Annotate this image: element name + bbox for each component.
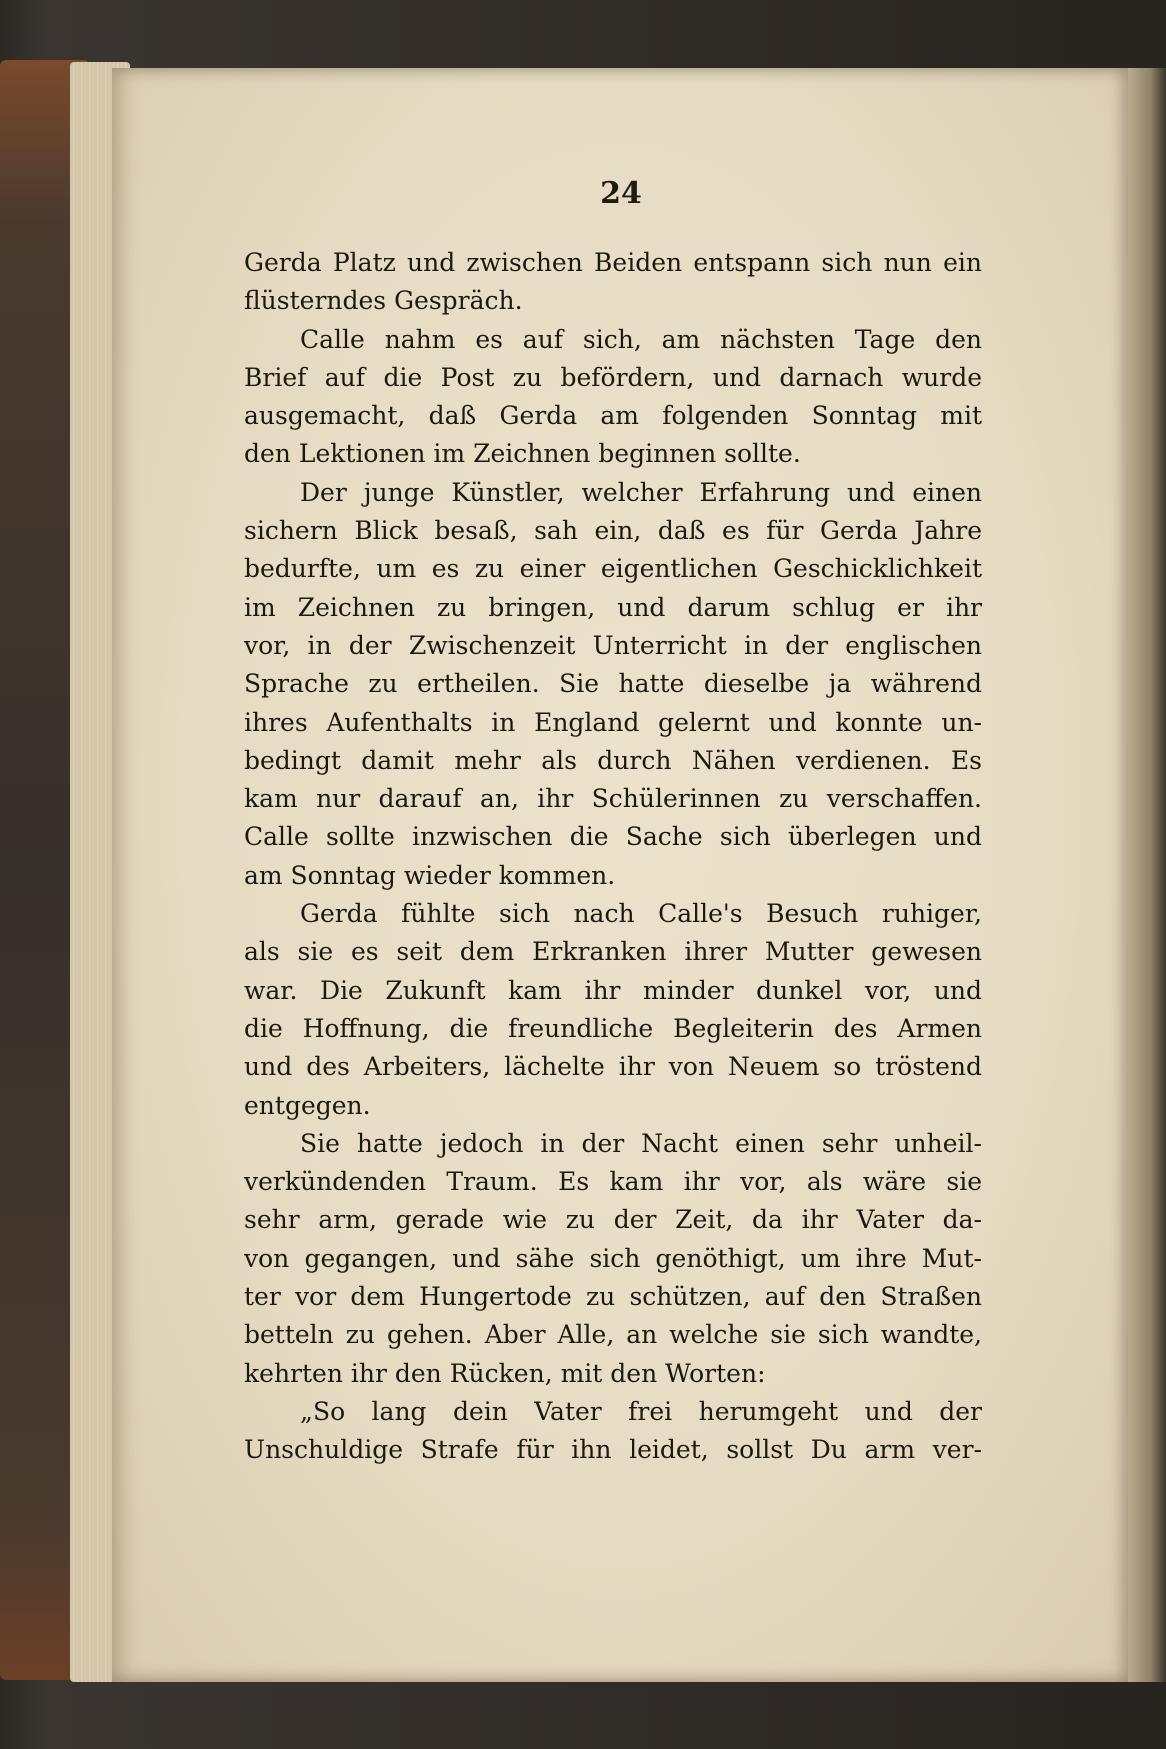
text-line: Der junge Künstler, welcher Erfahrung und einen	[300, 477, 982, 507]
text-line: „So lang dein Vater frei herumgeht und der	[300, 1396, 982, 1426]
text-line: ausgemacht, daß Gerda am folgenden Sonntag mit	[244, 401, 982, 431]
text-line: Calle sollte inzwischen die Sache sich überlegen und	[244, 822, 982, 852]
text-line: Sprache zu ertheilen. Sie hatte dieselbe ja während	[244, 669, 982, 699]
text-line: am Sonntag wieder kommen.	[244, 860, 616, 890]
book-page	[112, 68, 1130, 1682]
text-line: Calle nahm es auf sich, am nächsten Tage den	[300, 324, 982, 354]
text-line: Gerda Platz und zwischen Beiden entspann sich nun ein	[244, 248, 982, 277]
text-line: ihres Aufenthalts in England gelernt und konnte un-	[244, 707, 982, 737]
text-line: ter vor dem Hungertode zu schützen, auf den Straßen	[244, 1282, 982, 1312]
text-line: Brief auf die Post zu befördern, und darnach wurde	[244, 362, 982, 392]
text-line: kehrten ihr den Rücken, mit den Worten:	[244, 1358, 766, 1388]
text-line: und des Arbeiters, lächelte ihr von Neuem so tröstend	[244, 1052, 982, 1082]
page-text	[244, 244, 982, 1470]
text-line: vor, in der Zwischenzeit Unterricht in der englischen	[244, 630, 982, 660]
text-line: sehr arm, gerade wie zu der Zeit, da ihr Vater da-	[244, 1205, 982, 1235]
text-line: verkündenden Traum. Es kam ihr vor, als wäre sie	[244, 1167, 982, 1197]
text-line: von gegangen, und sähe sich genöthigt, um ihre Mut-	[244, 1243, 982, 1273]
text-line: bedurfte, um es zu einer eigentlichen Geschicklichkeit	[244, 554, 982, 584]
text-line: Sie hatte jedoch in der Nacht einen sehr unheil-	[300, 1128, 982, 1158]
text-line: die Hoffnung, die freundliche Begleiterin des Armen	[244, 1013, 982, 1043]
text-line: kam nur darauf an, ihr Schülerinnen zu verschaffen.	[244, 784, 982, 814]
text-line: flüsterndes Gespräch.	[244, 286, 523, 316]
text-line: als sie es seit dem Erkranken ihrer Mutter gewesen	[244, 937, 982, 967]
text-line: sichern Blick besaß, sah ein, daß es für Gerda Jahre	[244, 516, 982, 546]
text-line: war. Die Zukunft kam ihr minder dunkel vor, und	[244, 975, 982, 1005]
text-line: betteln zu gehen. Aber Alle, an welche sie sich wandte,	[244, 1320, 982, 1350]
text-line: Unschuldige Strafe für ihn leidet, sollst Du arm ver-	[244, 1435, 982, 1465]
text-line: bedingt damit mehr als durch Nähen verdienen. Es	[244, 745, 982, 775]
text-line: im Zeichnen zu bringen, und darum schlug er ihr	[244, 592, 982, 622]
text-line: Gerda fühlte sich nach Calle's Besuch ruhiger,	[300, 899, 982, 929]
page-number: 24	[600, 176, 642, 211]
text-line: entgegen.	[244, 1090, 371, 1120]
next-page-edge	[1128, 68, 1166, 1682]
text-line: den Lektionen im Zeichnen beginnen sollte.	[244, 439, 801, 469]
